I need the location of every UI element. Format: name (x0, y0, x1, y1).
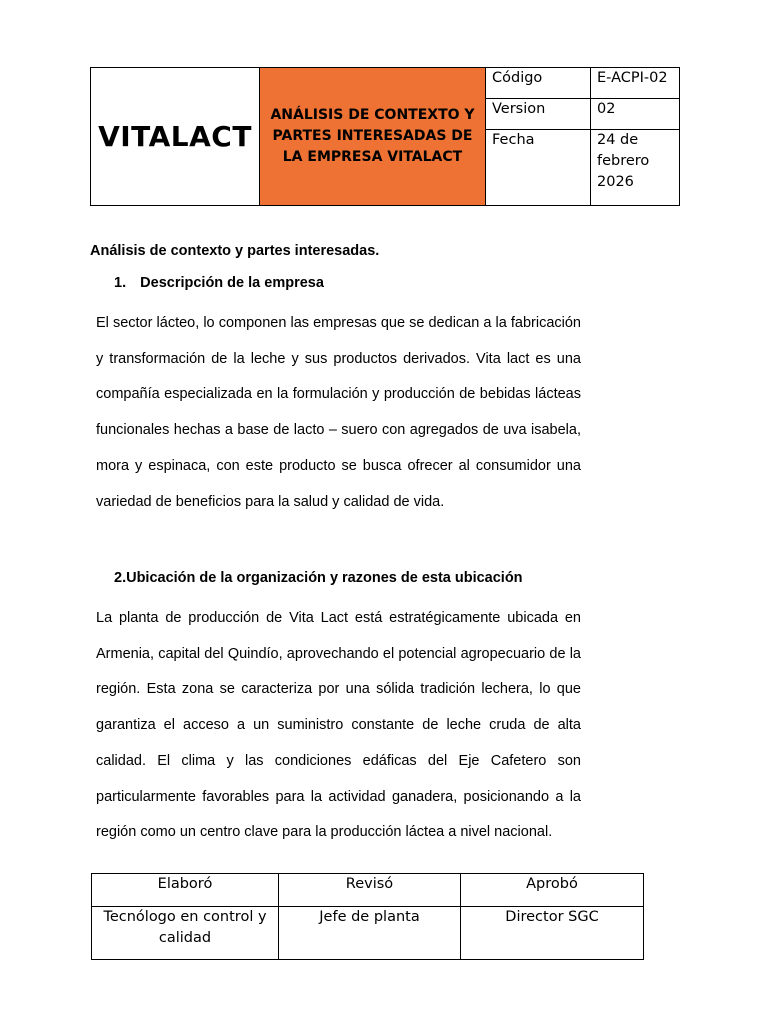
code-value: E-ACPI-02 (591, 68, 680, 99)
section-1-number: 1. (114, 275, 127, 291)
elaboro-header: Elaboró (92, 874, 279, 907)
section-1-heading (114, 275, 324, 291)
intro-heading: Análisis de contexto y partes interesadas. (90, 243, 380, 259)
version-label: Version (486, 99, 591, 130)
elaboro-value: Tecnólogo en control y calidad (92, 907, 279, 960)
date-label: Fecha (486, 130, 591, 206)
section-2-heading: 2.Ubicación de la organización y razones de esta ubicación (114, 570, 523, 586)
aprobo-value: Director SGC (461, 907, 644, 960)
date-value: 24 de febrero 2026 (591, 130, 680, 206)
section-1-paragraph: El sector lácteo, lo componen las empresas que se dedican a la fabricación y transformación de la leche y sus productos derivados. Vita lact es una compañía especializada en la formulación y producción de bebidas lácteas funcionales hechas a base de lacto – suero con agregados de uva isabela, mora y espinaca, con este producto se busca ofrecer al consumidor una variedad de beneficios para la salud y calidad de vida. (96, 315, 581, 510)
aprobo-header: Aprobó (461, 874, 644, 907)
section-2-paragraph: La planta de producción de Vita Lact está estratégicamente ubicada en Armenia, capital del Quindío, aprovechando el potencial agropecuario de la región. Esta zona se caracteriza por una sólida tradición lechera, lo que garantiza el acceso a un suministro constante de leche cruda de alta calidad. El clima y las condiciones edáficas del Eje Cafetero son particularmente favorables para la actividad ganadera, posicionando a la región como un centro clave para la producción láctea a nivel nacional. (96, 610, 581, 841)
document-title: ANÁLISIS DE CONTEXTO Y PARTES INTERESADAS DE LA EMPRESA VITALACT (260, 68, 486, 206)
section-1-title: Descripción de la empresa (140, 275, 324, 291)
code-label: Código (486, 68, 591, 99)
document-header-table (90, 67, 680, 206)
version-value: 02 (591, 99, 680, 130)
reviso-header: Revisó (279, 874, 461, 907)
signatures-table (91, 873, 644, 960)
reviso-value: Jefe de planta (279, 907, 461, 960)
company-logo: VITALACT (91, 68, 260, 206)
